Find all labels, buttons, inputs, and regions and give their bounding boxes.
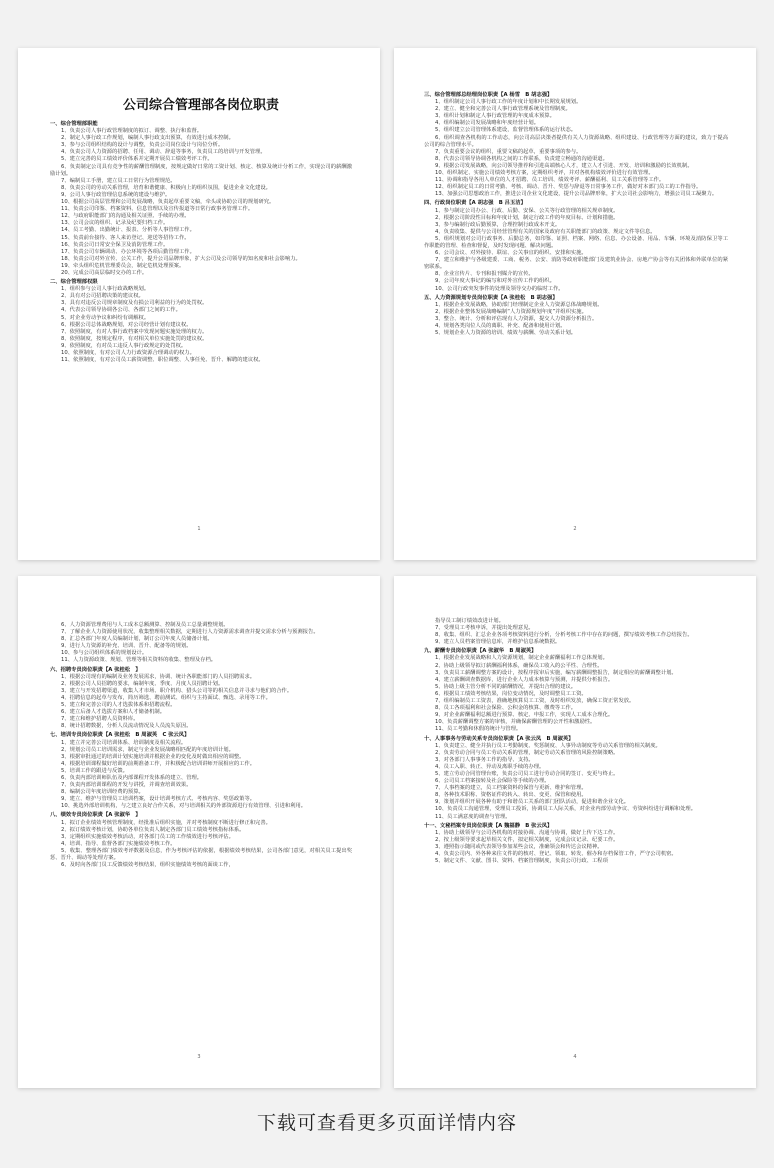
paragraph-line: 10、负责员工沟通管理，受理员工投诉，协调员工人际关系，对企业内部劳动争议、劳资纠纷进行调解和处理。 [435, 806, 696, 813]
section-heading: 三、综合管理部总经理岗位职责【A 杨雪 B 胡志强】 [424, 92, 553, 98]
paragraph-line: 4、招聘信息的起草与发布，简历筛选、聘前测试、组织与主持面试、甄选、录用等工作。 [61, 694, 271, 701]
paragraph-line: 3、参与公司组织结构的设计与调整，负责公司岗位设计与岗位分析。 [61, 142, 224, 149]
section-heading: 十一、文秘档案专员岗位职责【A 魏福静 B 张云凤】 [424, 822, 553, 829]
paragraph-line: 3、组织计划和制定人事行政管理的年度成本预算。 [435, 113, 555, 120]
document-page-2 [394, 48, 756, 560]
section-heading: 二、综合管理部权限 [50, 279, 98, 286]
paragraph-line: 19、牵头组织危机管理委员会，制定危机处理预案。 [61, 262, 185, 269]
paragraph-line: 5、对企业劳动争议和纠纷有调解权。 [61, 314, 150, 321]
paragraph-line: 17、负责公司车辆调动、办公环境等各项后勤管理工作。 [61, 248, 195, 255]
paragraph-line: 6、公司员工档案接转及社会保险等手续的办理。 [435, 778, 550, 785]
paragraph-line: 6、组织调查各机构的工作动态，向公司高层决策者提供有关人力资源战略、组织建设、行政管理等方面的建议，致力于提高公司的综合管理水平。 [424, 134, 728, 148]
paragraph-line: 2、协助上级领导拟订薪酬福利体系，确保员工收入的公平性、合理性。 [435, 662, 603, 669]
paragraph-line: 6、及时向各部门员工反馈绩效考核结果，组织实施绩效考核的面谈工作， [61, 862, 234, 869]
paragraph-line: 5、规划企业人力资源的培训、绩效与薪酬、劳动关系计划。 [435, 330, 577, 337]
paragraph-line: 9、根据公司发展战略，向公司领导推荐和引进高端核心人才，建立人才引进、开发、培训和激励的长效机制。 [435, 162, 693, 169]
page-body [50, 622, 352, 869]
section-heading: 一、综合管理部职能 [50, 121, 98, 127]
paragraph-line: 10、挑选外部培训机构，与之建立良好合作关系，对与培训相关的外部资源进行有效管理、引进和利用。 [61, 803, 307, 810]
paragraph-line: 5、培训工作的跟进与反馈。 [61, 767, 128, 774]
paragraph-line: 8、编制公司年度培训经费的预算。 [61, 789, 144, 796]
paragraph-line: 8、负责公司的劳动关系管理，培育和谐健康、积极向上的组织氛围，促进企业文化建设。 [61, 184, 271, 191]
paragraph-line: 3、根据审批通过的培训计划实施培训并根据企业的变化及时做出相应的调整。 [61, 753, 245, 760]
paragraph-line: 5、收集、整理各部门绩效考评数据及信息，作为考核评估的依据，根据绩效考核结果，公司各部门意见，对相关员工提出奖惩、晋升、调动等处理方案。 [50, 847, 352, 861]
paragraph-line: 13、加强公司思想政治工作，推进公司企业文化建设，提升公司品牌形象，扩大公司社会影响力，增强公司员工凝聚力。 [435, 191, 718, 198]
section-heading: 十、人事事务与劳动关系专员岗位职责【A 张云凤 B 周淑英】 [424, 735, 574, 742]
paragraph-line: 11、员工满意度的调查与管理。 [435, 813, 511, 820]
paragraph-line: 5、建立劳动合同管理台账，负责公司员工进行劳动合同的签订、变更与终止。 [435, 770, 619, 777]
paragraph-line: 9、公司年度大事记的编写和对外宣传工作的组织。 [435, 278, 555, 285]
paragraph-line: 2、具有对公司招聘决策的建议权。 [61, 293, 144, 300]
paragraph-line: 5、组织规划对公司行政事务、后勤总务，如印鉴、证照、档案、网络、信息、办公设备、用品、车辆、环境及消防保卫等工作职能的管理、检查和督促，及时发现问题、解决问题。 [424, 235, 728, 249]
paragraph-line: 7、了解企业人力资源使用状况，收集整理相关数据，定期进行人力资源需求调查并提交需求分析与预测报告。 [61, 629, 319, 636]
section-heading: 七、培训专员岗位职责【A 张桂松 B 周淑英 C 张云凤】 [50, 732, 190, 739]
paragraph-line: 4、代表公司领导协调各公司、各部门之间的工作。 [61, 307, 181, 314]
paragraph-line: 9、建立、维护与管理员工培训档案，设计培训考核方式、考核内容、奖惩政策等。 [61, 796, 256, 803]
paragraph-line: 8、收集、组织、汇总企业各项考核资料进行分析，分析考核工作中存在的问题，撰写绩效考核工作总结报告。 [435, 632, 693, 639]
paragraph-line: 指导员工制订绩效改进计划。 [435, 618, 504, 624]
paragraph-line: 1、根据企业发展战略和人力资源规划，制定企业薪酬福利工作总体规划。 [435, 655, 608, 662]
paragraph-line: 6、人力资源管理费用与人工成本总额测算、控制及员工总量调整规划。 [61, 622, 229, 628]
paragraph-line: 1、组织制定公司人事行政工作的年度计划和中长期发展规划。 [435, 99, 582, 106]
paragraph-line: 1、建立并完善公司培训体系、培训制度及相关流程。 [61, 739, 187, 746]
paragraph-line: 5、建立和完善公司的人才选拔体系和招聘流程。 [61, 702, 176, 709]
paragraph-line: 8、各种技术职称、资格证件的转入、转出、变更、保管和使用。 [435, 792, 587, 799]
paragraph-line: 15、负责前台接待、客人来访登记、迎送等招待工作。 [61, 234, 190, 241]
paragraph-line: 10、根据公司高层管理和公司发展战略，负责起草重要文稿，牵头或协助公司的规划研究。 [61, 199, 275, 206]
paragraph-line: 2、建立、健全和完善公司人事行政管理系统及管理制度。 [435, 106, 571, 113]
paragraph-line: 4、负责公司人力资源的招聘、任用、调动、辞退等事务，负责员工的培训与开发管理。 [61, 149, 266, 156]
section-heading: 八、绩效专员岗位职责【A 张淑华 】 [50, 812, 141, 819]
paragraph-line: 5、建立完善的员工绩效评价体系并定期开展员工绩效考评工作。 [61, 156, 213, 163]
paragraph-line: 10、组织制定、实施公司绩效考核方案，定期组织考评，并对各机构绩效评价进行有效管理。 [435, 170, 654, 177]
paragraph-line: 4、建立薪酬调查数据库，进行企业人力成本核算与预测，并提供分析报告。 [435, 676, 614, 683]
paragraph-line: 20、完成公司高层临时交办的工作。 [61, 269, 148, 276]
download-more-link[interactable]: 下载可查看更多页面详情内容 [256, 1112, 517, 1134]
page-body [424, 92, 728, 337]
paragraph-line: 8、汇总各部门年度人员编制计划，制订公司年度人员储备计划。 [61, 636, 213, 643]
paragraph-line: 4、负责收集、提供与公司经营管理有关的国家及政府有关职能部门的政策、规定文件等信息。 [435, 228, 656, 235]
paragraph-line: 11、人力资源政策、规划、管理等相关资料的收集、整理及存档。 [61, 657, 217, 664]
paragraph-line: 8、企业宣传片、专刊和报刊媒介的宣传。 [435, 271, 534, 278]
paragraph-line: 6、根据公司总体战略规划，对公司经营计划有建议权。 [61, 321, 192, 328]
paragraph-line: 9、对企业薪酬福利总额进行预算、核定、申报工作，实现人工成本合理化。 [435, 712, 614, 719]
paragraph-line: 1、协助上级领导与公司各机构的对接协调、沟通与协调，做好上传下达工作。 [435, 829, 619, 836]
paragraph-line: 1、组织参与公司人事行政战略规划。 [61, 286, 150, 293]
paragraph-line: 9、公司人事行政管理信息系统的建设与维护。 [61, 191, 171, 198]
paragraph-line: 1、根据企业发展战略，协助部门经理制定企业人力资源总体战略规划。 [435, 301, 603, 308]
paragraph-line: 7、建立和维护招聘人员资料库。 [61, 716, 139, 723]
paragraph-line: 6、公司会议、对外接待、联谊、公关事宜的组织、安排和实施。 [435, 250, 587, 257]
paragraph-line: 3、整合、统计、分析和评估现有人力资源，提交人力资源分析报告。 [435, 315, 598, 322]
paragraph-line: 6、建立后备人才选拔方案和人才储备机制。 [61, 709, 166, 716]
page-number: 1 [197, 526, 201, 532]
paragraph-line: 4、培训、指导、监督各部门实施绩效考核工作。 [61, 840, 176, 847]
paragraph-line: 6、负责制定公司具有竞争性的薪酬管理制度，按规定做好日常的工资计划、核定、核算及统计分析工作，实现公司的薪酬激励计划。 [50, 163, 352, 177]
paragraph-line: 2、根据公司阶段性目标和年度计划，制定行政工作的年度目标、计划和措施。 [435, 214, 619, 221]
paragraph-line: 10、参与公司组织体系的规划设计。 [61, 650, 148, 657]
paragraph-line: 4、员工入职、转正、异动及离职手续的办理。 [435, 763, 545, 770]
paragraph-line: 10、负责薪酬调整方案的审核，并确保薪酬管理的公开性和激励性。 [435, 719, 596, 726]
paragraph-line: 3、具有对违反公司规章制度及有损公司利益的行为的处罚权。 [61, 300, 208, 307]
paragraph-line: 6、根据员工绩效考核结果，岗位变动情况，及时调整员工工资。 [435, 690, 587, 697]
paragraph-line: 1、拟订企业绩效考核管理制度，经批准后组织实施，并对考核制度不断进行修正和完善。 [61, 819, 271, 826]
paragraph-line: 3、负责员工薪酬调整方案的设计，按程序报审后实施，编写薪酬调整报告，制定相应的薪酬调整计划。 [435, 669, 677, 676]
paragraph-line: 3、遵照指示随同或代表领导参加某些会议，准确领会和传达会议精神。 [435, 843, 603, 850]
paragraph-line: 7、组织编制员工工资表，准确地核算员工工资，及时组织发放，确保工资正常发放。 [435, 698, 635, 705]
document-title: 公司综合管理部各岗位职责 [122, 98, 279, 113]
page-number: 4 [573, 1054, 577, 1060]
paragraph-line: 13、公司会议的组织、记录及纪要归档工作。 [61, 220, 169, 227]
paragraph-line: 7、编制员工手册，建立员工日常行为管理规范。 [61, 177, 176, 184]
paragraph-line: 2、拟订绩效考核计划，协助各单位负责人制定各部门员工绩效考核指标体系。 [61, 826, 245, 833]
paragraph-line: 10、依照制度，有对公司人力行政资源合理调动的权力。 [61, 350, 195, 356]
paragraph-line: 14、员工考勤、出勤统计、报表、分析等人事管理工作。 [61, 227, 195, 234]
paragraph-line: 8、员工各项福利和社会保险、公积金的核算、缴费等工作。 [435, 705, 577, 712]
paragraph-line: 5、协助上级主管分析不同的薪酬情况，并提出合理的建议。 [435, 683, 577, 690]
page-number: 3 [197, 1054, 201, 1060]
page-body [424, 618, 728, 865]
paragraph-line: 11、协调和指导各用人单位的人才招聘、员工培训、绩效考评、薪酬福利、员工关系管理等工作。 [435, 177, 665, 184]
paragraph-line: 7、建立和维护与各级建委、工商、税务、公安、消防等政府职能部门及建筑业协会、房地产协会等有关团体和外联单位的紧密联系。 [424, 257, 728, 271]
section-heading: 九、薪酬专员岗位职责【A 张淑华 B 周淑英】 [424, 648, 537, 655]
paragraph-line: 1、根据公司现有的编制及业务发展需求，协调、统计各职能部门的人员招聘需求。 [61, 673, 256, 680]
paragraph-line: 18、负责公司对外宣传、公关工作，提升公司品牌形象，扩大公司及公司领导的知名度和社会影响力。 [61, 255, 301, 262]
paragraph-line: 12、与政府职能部门的沟通及相关证照、手续的办理。 [61, 213, 190, 220]
paragraph-line: 3、对各部门人事事务工作的指导、支持。 [435, 756, 534, 763]
section-heading: 四、行政岗位职责【A 胡志强 B 吕玉洁】 [424, 200, 526, 207]
paragraph-line: 6、负责内部培训师队伍及内部课程开发体系的建立、管理。 [61, 774, 203, 781]
paragraph-line: 2、制定人事行政工作规划，编制人事行政支出预算，有效进行成本控制。 [61, 135, 234, 142]
paragraph-line: 10、公司行政突发事件的处理及领导交办的临时工作。 [435, 285, 564, 292]
paragraph-line: 2、按上级领导要求起草相关文件，拟定相关制度，完成会议记录、纪要工作。 [435, 836, 619, 843]
paragraph-line: 7、依照制度，有对人事行政档案中发现问题实施处理的权力。 [61, 328, 208, 335]
section-heading: 六、招聘专员岗位职责【A 张桂松 】 [50, 666, 141, 673]
page-body [50, 121, 352, 364]
paragraph-line: 7、负责内部培训课程的开发与讲授，并调查培训效果。 [61, 782, 192, 789]
paragraph-line: 8、统计招聘数据，分析人员流动情况及人员流失原因。 [61, 723, 192, 730]
paragraph-line: 9、进行人力资源的补充、培训、晋升、配备等的规划。 [61, 643, 192, 650]
paragraph-line: 7、人事档案的建立，员工档案资料的保管与更新、维护和管理。 [435, 785, 587, 792]
document-page-1 [18, 48, 380, 560]
paragraph-line: 5、组织建立公司管理体系建设，监督管理体系的运行状态。 [435, 127, 577, 134]
paragraph-line: 11、负责公司印鉴、档案资料、信息管理以及宣传报道等日常行政事务管理工作。 [61, 206, 254, 213]
paragraph-line: 9、策划并组织开展各种有助于和谐员工关系的部门团队活动，促进和谐企业文化。 [435, 799, 630, 806]
paragraph-line: 12、组织制定员工的日常考勤、考核、调动、晋升、奖惩与辞退等日常事务工作，做好对本部门员工的工作指导。 [435, 184, 702, 191]
paragraph-line: 1、参与制定公司办公、行政、后勤、安保、公关等行政管理的相关规章制度。 [435, 207, 619, 214]
paragraph-line: 4、根据培训课程做好培训的前期准备工作，并积极配合培训讲师开展相应的工作。 [61, 760, 256, 767]
paragraph-line: 8、依照制度，按规定程序，有对相关单位实施处罚的建议权。 [61, 335, 208, 342]
paragraph-line: 7、负责重要会议的组织，重要文稿的起草，重要事项的参与。 [435, 148, 582, 155]
paragraph-line: 11、依照制度，有对公司员工薪资调整、职位调整、人事任免、晋升、解聘的建议权。 [61, 357, 264, 364]
paragraph-line: 3、定期组织实施绩效考核活动，对各部门员工的工作绩效进行考核评估。 [61, 833, 234, 840]
paragraph-line: 4、负责公司内、外各种来往文件的的核对、登记、领取、转发、催办和存档保管工作，严守公司机密。 [435, 851, 677, 857]
paragraph-line: 2、规划公司员工培训需求，制定与企业发展战略相匹配的年度培训计划。 [61, 746, 234, 753]
paragraph-line: 16、负责公司日常安全保卫及消防管理工作。 [61, 241, 169, 248]
document-page-4 [394, 576, 756, 1088]
paragraph-line: 11、员工考勤和休假的统计与管理。 [435, 726, 522, 733]
paragraph-line: 8、代表公司领导协调各机构之间的工作联系，负责建立畅通的沟通渠道。 [435, 155, 608, 162]
paragraph-line: 4、组织编制公司发展战略和年度经营计划。 [435, 120, 540, 127]
paragraph-line: 9、依照制度，有对员工违反人事行政规定的处罚权。 [61, 342, 187, 349]
paragraph-line: 7、受理员工考核申诉，并提出处理意见。 [435, 625, 534, 632]
paragraph-line: 1、负责建立、健全并执行员工考勤制度、奖惩制度、人事异动制度等劳动关系管理的相关制度。 [435, 742, 661, 749]
paragraph-line: 2、根据公司人员招聘的要求，编制年度、季度、月度人员招聘计划。 [61, 680, 224, 687]
document-page-3 [18, 576, 380, 1088]
paragraph-line: 1、负责公司人事行政管理制度的拟订、调整、执行和监督。 [61, 128, 203, 135]
paragraph-line: 4、规划各类岗位人员的离职、补充、配备和使用计划。 [435, 323, 566, 329]
paragraph-line: 3、建立与开发招聘渠道，收集人才市场、职介机构、猎头公司等的相关信息并寻求与他们的合作。 [61, 687, 293, 694]
paragraph-line: 9、建立人员档案管理信息库，并维护信息系统数据。 [435, 639, 561, 646]
section-heading: 五、人力资源规划专员岗位职责【A 张桂松 B 胡志强】 [424, 294, 558, 301]
paragraph-line: 3、参与编制行政后勤预算，合理控制行政成本开支。 [435, 221, 561, 228]
paragraph-line: 2、负责劳动合同与员工劳动关系的管理，制定劳动关系管理的风险控制策略。 [435, 749, 619, 756]
paragraph-line: 5、制定文件、文献、图书、资料、档案管理制度，负责公司行政、工程项 [435, 858, 608, 865]
page-number: 2 [573, 526, 577, 532]
paragraph-line: 2、根据企业整体发展战略编制“人力资源规划年度”并组织实施。 [435, 308, 587, 315]
